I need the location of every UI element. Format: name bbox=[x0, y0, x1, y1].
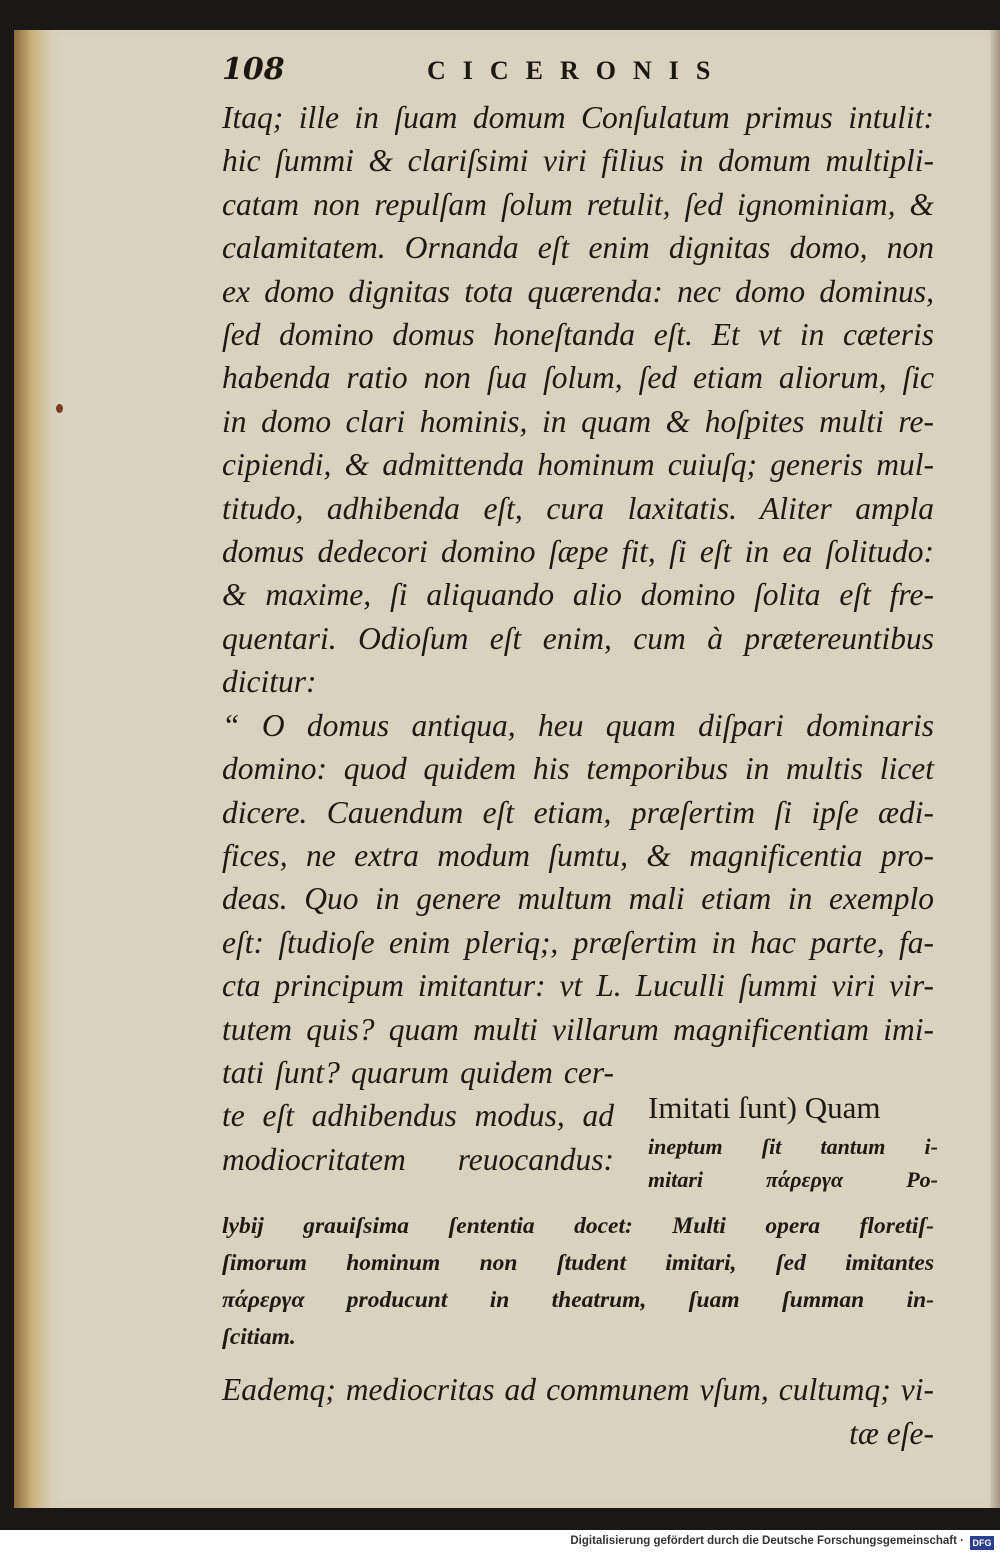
text-line: ſcitiam. bbox=[222, 1324, 296, 1350]
text-line: & maxime, ſi aliquando alio domino ſolita eſt fre- bbox=[222, 577, 934, 613]
binding-gutter bbox=[14, 30, 54, 1508]
text-line: dicere. Cauendum eſt etiam, præſertim ſi ipſe ædi- bbox=[222, 794, 934, 830]
main-text bbox=[222, 96, 934, 1181]
text-line: ſed domino domus honeſtanda eſt. Et vt in cæteris bbox=[222, 317, 934, 353]
marginal-commentary bbox=[648, 1086, 938, 1196]
page-header bbox=[222, 52, 942, 96]
text-line: Eademq; mediocritas ad communem vſum, cultumq; vi- bbox=[222, 1372, 934, 1407]
text-line: catam non repulſam ſolum retulit, ſed ignominiam, & bbox=[222, 186, 934, 222]
text-line: cta principum imitantur: vt L. Luculli ſummi viri vir- bbox=[222, 968, 934, 1004]
text-line: modiocritatem reuocandus: bbox=[222, 1141, 614, 1177]
text-line: habenda ratio non ſua ſolum, ſed etiam aliorum, ſic bbox=[222, 360, 934, 396]
commentary-lemma: Imitati ſunt) Quam bbox=[648, 1090, 881, 1125]
text-line: lybij grauiſsima ſententia docet: Multi opera floretiſ- bbox=[222, 1213, 934, 1239]
text-line: πάρεργα producunt in theatrum, ſuam ſumman in- bbox=[222, 1287, 934, 1313]
running-head: CICERONIS bbox=[427, 56, 728, 85]
text-line: calamitatem. Ornanda eſt enim dignitas domo, non bbox=[222, 230, 934, 266]
funding-credit: Digitalisierung gefördert durch die Deutsche Forschungsgemeinschaft · bbox=[570, 1535, 964, 1547]
next-paragraph bbox=[222, 1368, 934, 1456]
text-line: ſimorum hominum non ſtudent imitari, ſed imitantes bbox=[222, 1250, 934, 1276]
text-line: hic ſummi & clariſsimi viri filius in domum multipli- bbox=[222, 143, 934, 179]
text-line: eſt: ſtudioſe enim pleriq;, præſertim in hac parte, fa- bbox=[222, 924, 934, 960]
text-line: tæ eſe- bbox=[849, 1416, 934, 1451]
commentary-continuation bbox=[222, 1208, 934, 1356]
ink-stain bbox=[56, 404, 63, 413]
text-line: deas. Quo in genere multum mali etiam in exemplo bbox=[222, 881, 934, 917]
text-line: fices, ne extra modum ſumtu, & magnificentia pro- bbox=[222, 837, 934, 873]
text-line: dicitur: bbox=[222, 664, 317, 700]
commentary-line: ineptum ſit tantum i- bbox=[648, 1134, 938, 1159]
commentary-line: mitari πάρεργα Po- bbox=[648, 1167, 938, 1192]
text-line: Itaq; ille in ſuam domum Conſulatum primus intulit: bbox=[222, 100, 934, 135]
page-edge bbox=[990, 30, 1000, 1508]
page-number: 108 bbox=[222, 52, 285, 87]
text-line: domus dedecori domino ſæpe fit, ſi eſt in ea ſolitudo: bbox=[222, 534, 934, 570]
text-line: quentari. Odioſum eſt enim, cum à prætereuntibus bbox=[222, 620, 934, 656]
text-line: ex domo dignitas tota quærenda: nec domo dominus, bbox=[222, 273, 934, 309]
text-line: tutem quis? quam multi villarum magnificentiam imi- bbox=[222, 1011, 934, 1047]
text-line: domino: quod quidem his temporibus in multis licet bbox=[222, 751, 934, 787]
text-line: cipiendi, & admittenda hominum cuiuſq; generis mul- bbox=[222, 447, 934, 483]
text-line: te eſt adhibendus modus, ad bbox=[222, 1098, 614, 1134]
text-line: tati ſunt? quarum quidem cer- bbox=[222, 1054, 614, 1090]
dfg-logo: DFG bbox=[970, 1536, 994, 1550]
text-line: titudo, adhibenda eſt, cura laxitatis. Aliter ampla bbox=[222, 490, 934, 526]
text-line: “ O domus antiqua, heu quam diſpari dominaris bbox=[222, 707, 934, 743]
digitization-footer bbox=[0, 1530, 1000, 1556]
text-line: in domo clari hominis, in quam & hoſpites multi re- bbox=[222, 403, 934, 439]
